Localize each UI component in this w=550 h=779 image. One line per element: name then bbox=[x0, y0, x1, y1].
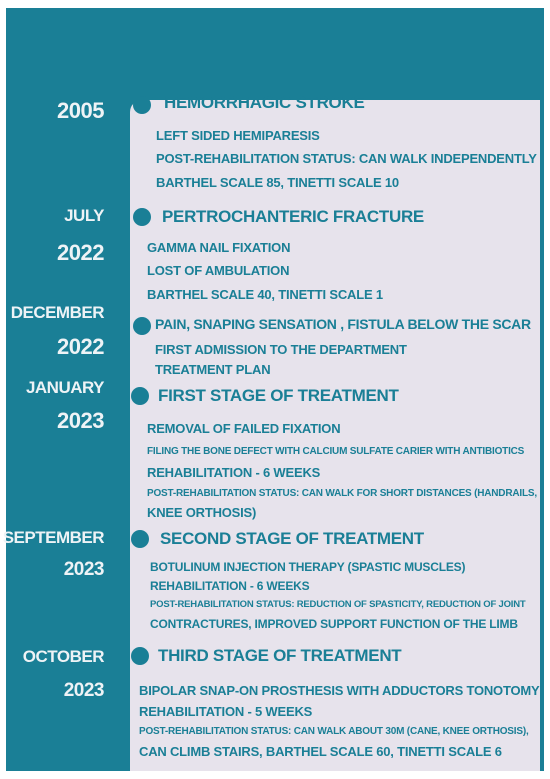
event-detail: FILING THE BONE DEFECT WITH CALCIUM SULFATE CARIER WITH ANTIBIOTICS bbox=[147, 446, 525, 457]
event-detail: BOTULINUM INJECTION THERAPY (SPASTIC MUSCLES) bbox=[150, 560, 466, 574]
event-detail: POST-REHABILITATION STATUS: CAN WALK INDEPENDENTLY bbox=[156, 151, 537, 166]
event-detail: POST-REHABILITATION STATUS: CAN WALK FOR SHORT DISTANCES (HANDRAILS, bbox=[147, 488, 537, 499]
event-date-line: OCTOBER bbox=[22, 647, 104, 666]
event-title: HEMORRHAGIC STROKE bbox=[164, 93, 365, 112]
event-detail: REMOVAL OF FAILED FIXATION bbox=[147, 421, 341, 436]
event-detail: REHABILITATION - 6 WEEKS bbox=[150, 579, 310, 593]
event-detail: BARTHEL SCALE 85, TINETTI SCALE 10 bbox=[156, 175, 399, 190]
timeline-dot bbox=[133, 208, 151, 226]
event-detail: BIPOLAR SNAP-ON PROSTHESIS WITH ADDUCTORS TONOTOMY bbox=[139, 683, 540, 698]
event-detail: CAN CLIMB STAIRS, BARTHEL SCALE 60, TINETTI SCALE 6 bbox=[139, 744, 502, 759]
event-title: PAIN, SNAPING SENSATION , FISTULA BELOW THE SCAR bbox=[155, 316, 531, 332]
timeline-dot bbox=[133, 317, 151, 335]
event-date-line: JULY bbox=[64, 206, 104, 225]
event-date-line: 2023 bbox=[57, 408, 104, 433]
event-detail: LEFT SIDED HEMIPARESIS bbox=[156, 128, 320, 143]
event-detail: REHABILITATION - 5 WEEKS bbox=[139, 704, 313, 719]
event-detail: POST-REHABILITATION STATUS: CAN WALK ABOUT 30M (CANE, KNEE ORTHOSIS), bbox=[139, 726, 529, 737]
event-detail: GAMMA NAIL FIXATION bbox=[147, 240, 291, 255]
event-detail: TREATMENT PLAN bbox=[155, 362, 271, 377]
event-date-line: 2023 bbox=[63, 559, 104, 580]
event-detail: REHABILITATION - 6 WEEKS bbox=[147, 465, 321, 480]
event-title: FIRST STAGE OF TREATMENT bbox=[158, 386, 399, 405]
event-date-line: JANUARY bbox=[25, 378, 104, 397]
timeline-dot bbox=[131, 647, 149, 665]
event-date-line: 2023 bbox=[63, 680, 104, 701]
event-detail: FIRST ADMISSION TO THE DEPARTMENT bbox=[155, 342, 407, 357]
event-date-line: DECEMBER bbox=[10, 303, 104, 322]
timeline-dot bbox=[131, 530, 149, 548]
event-title: SECOND STAGE OF TREATMENT bbox=[160, 529, 424, 548]
event-detail: BARTHEL SCALE 40, TINETTI SCALE 1 bbox=[147, 287, 383, 302]
event-date-line: SEPTEMBER bbox=[2, 528, 104, 547]
event-date-line: 2022 bbox=[57, 334, 104, 359]
event-date-line: 2005 bbox=[57, 98, 104, 123]
event-date-line: 2022 bbox=[57, 240, 104, 265]
event-detail: KNEE ORTHOSIS) bbox=[147, 505, 257, 520]
event-title: THIRD STAGE OF TREATMENT bbox=[158, 646, 402, 665]
event-detail: CONTRACTURES, IMPROVED SUPPORT FUNCTION OF THE LIMB bbox=[150, 617, 518, 631]
event-title: PERTROCHANTERIC FRACTURE bbox=[162, 207, 424, 226]
timeline-dot bbox=[131, 387, 149, 405]
event-detail: POST-REHABILITATION STATUS: REDUCTION OF SPASTICITY, REDUCTION OF JOINT bbox=[150, 599, 526, 610]
timeline-dot bbox=[133, 96, 151, 114]
event-detail: LOST OF AMBULATION bbox=[147, 263, 290, 278]
